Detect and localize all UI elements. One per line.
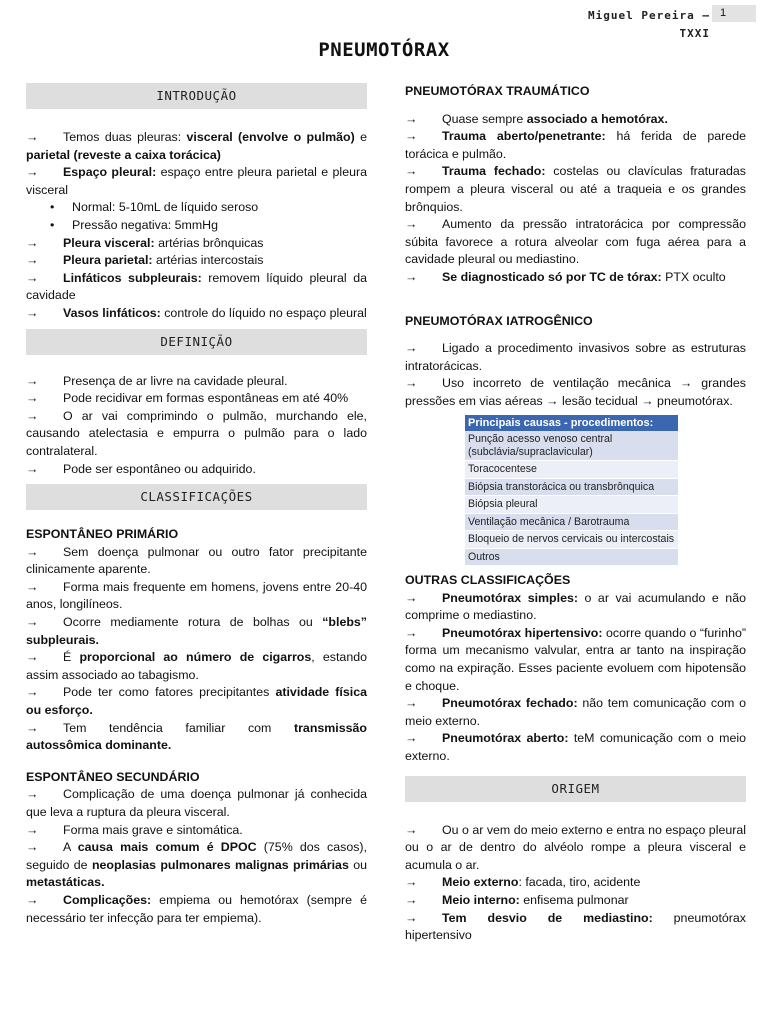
intro-item: → Vasos linfáticos: controle do líquido no espaço pleural bbox=[26, 305, 367, 320]
intro-item: → Espaço pleural: espaço entre pleura parietal e pleura visceral bbox=[26, 165, 367, 197]
trauma-item: → Aumento da pressão intratorácica por compressão súbita favorece a rotura alveolar com fuga aérea para a cavidade pleural ou mediastino. bbox=[405, 217, 746, 267]
iatro-item: → Uso incorreto de ventilação mecânica → grandes pressões em vias aéreas → lesão tecidual → pneumotórax. bbox=[405, 376, 746, 408]
intro-item: → Temos duas pleuras: visceral (envolve o pulmão) e parietal (reveste a caixa torácica) bbox=[26, 130, 367, 162]
subsection-title: OUTRAS CLASSIFICAÇÕES bbox=[405, 573, 571, 587]
definition-item: → Pode recidivar em formas espontâneas em até 40% bbox=[26, 391, 349, 406]
other-class-item: → Pneumotórax simples: o ar vai acumulando e não comprime o mediastino. bbox=[405, 590, 746, 623]
table-row bbox=[465, 431, 678, 461]
other-class-item: → Pneumotórax fechado: não tem comunicação com o meio externo. bbox=[405, 696, 746, 728]
secondary-item: → Forma mais grave e sintomática. bbox=[26, 822, 243, 837]
primary-item: → Pode ter como fatores precipitantes atividade física ou esforço. bbox=[26, 685, 367, 718]
trauma-item: → Trauma aberto/penetrante: há ferida de parede torácica e pulmão. bbox=[405, 129, 746, 161]
definition-item: → Pode ser espontâneo ou adquirido. bbox=[26, 461, 256, 476]
secondary-item: → Complicação de uma doença pulmonar já conhecida que leva a ruptura da pleura visceral. bbox=[26, 787, 367, 819]
table-cell: Outros bbox=[465, 548, 678, 566]
subsection-title: PNEUMOTÓRAX IATROGÊNICO bbox=[405, 313, 593, 328]
table-row bbox=[465, 496, 678, 514]
other-class-item: → Pneumotórax hipertensivo: ocorre quando o “furinho” forma um mecanismo valvular, entra ar tanto na inspiração como na expiração. Esses paciente evoluem com hipotensão e choque. bbox=[405, 625, 746, 693]
secondary-item: → A causa mais comum é DPOC (75% dos casos), seguido de neoplasias pulmonares malignas primárias ou metastáticas. bbox=[26, 840, 367, 890]
trauma-item: → Quase sempre associado a hemotórax. bbox=[405, 111, 668, 126]
definition-item: → Presença de ar livre na cavidade pleural. bbox=[26, 373, 288, 388]
primary-item: → É proporcional ao número de cigarros, estando assim associado ao tabagismo. bbox=[26, 650, 367, 682]
table-header: Principais causas - procedimentos: bbox=[465, 415, 678, 432]
intro-item: → Linfáticos subpleurais: removem líquido pleural da cavidade bbox=[26, 270, 367, 303]
section-heading-origem: ORIGEM bbox=[405, 776, 746, 802]
subsection-title: PNEUMOTÓRAX TRAUMÁTICO bbox=[405, 84, 590, 98]
trauma-item: → Se diagnosticado só por TC de tórax: PTX oculto bbox=[405, 269, 726, 284]
intro-item: → Pleura parietal: artérias intercostais bbox=[26, 253, 264, 268]
intro-item: → Pleura visceral: artérias brônquicas bbox=[26, 235, 264, 250]
primary-item: → Ocorre mediamente rotura de bolhas ou “blebs” subpleurais. bbox=[26, 615, 367, 647]
table-cell: Toracocentese bbox=[465, 461, 678, 479]
left-column bbox=[26, 83, 367, 927]
right-column bbox=[405, 83, 746, 945]
table-row bbox=[465, 531, 678, 549]
causes-table bbox=[465, 415, 678, 567]
iatro-item: → Ligado a procedimento invasivos sobre as estruturas intratorácicas. bbox=[405, 341, 746, 373]
section-heading-definicao: DEFINIÇÃO bbox=[26, 329, 367, 355]
primary-item: → Tem tendência familiar com transmissão autossômica dominante. bbox=[26, 720, 367, 753]
primary-item: → Forma mais frequente em homens, jovens entre 20-40 anos, longilíneos. bbox=[26, 579, 367, 612]
table-row bbox=[465, 548, 678, 566]
definition-item: → O ar vai comprimindo o pulmão, murchando ele, causando atelectasia e empurra o pulmão para o lado contralateral. bbox=[26, 408, 367, 458]
table-row bbox=[465, 513, 678, 531]
table-cell: Ventilação mecânica / Barotrauma bbox=[465, 513, 678, 531]
author-header: Miguel Pereira – TXXI bbox=[588, 9, 710, 40]
table-cell: Punção acesso venoso central (subclávia/supraclavicular) bbox=[465, 431, 678, 461]
origin-item: → Ou o ar vem do meio externo e entra no espaço pleural ou o ar de dentro do alvéolo rompe a pleura visceral e acumula o ar. bbox=[405, 822, 746, 872]
origin-item: → Meio externo: facada, tiro, acidente bbox=[405, 875, 641, 890]
primary-item: → Sem doença pulmonar ou outro fator precipitante clinicamente aparente. bbox=[26, 544, 367, 577]
table-cell: Bloqueio de nervos cervicais ou intercostais bbox=[465, 531, 678, 549]
table-row bbox=[465, 478, 678, 496]
section-heading-classificacoes: CLASSIFICAÇÕES bbox=[26, 484, 367, 510]
subsection-title: ESPONTÂNEO SECUNDÁRIO bbox=[26, 769, 200, 784]
table-cell: Biópsia pleural bbox=[465, 496, 678, 514]
bullet-item: • Normal: 5-10mL de líquido seroso bbox=[50, 200, 259, 215]
section-heading-introducao: INTRODUÇÃO bbox=[26, 83, 367, 109]
trauma-item: → Trauma fechado: costelas ou clavículas fraturadas rompem a pleura visceral ou até a traqueia e os grandes brônquios. bbox=[405, 164, 746, 214]
other-class-item: → Pneumotórax aberto: teM comunicação com o meio externo. bbox=[405, 731, 746, 763]
table-row bbox=[465, 461, 678, 479]
origin-item: → Meio interno: enfisema pulmonar bbox=[405, 892, 629, 907]
page-number: 1 bbox=[712, 5, 756, 22]
subsection-title: ESPONTÂNEO PRIMÁRIO bbox=[26, 527, 179, 542]
secondary-item: → Complicações: empiema ou hemotórax (sempre é necessário ter infecção para ter empiema). bbox=[26, 892, 367, 925]
bullet-item: • Pressão negativa: 5mmHg bbox=[50, 217, 219, 232]
table-cell: Biópsia transtorácica ou transbrônquica bbox=[465, 478, 678, 496]
page-title: PNEUMOTÓRAX bbox=[318, 39, 450, 61]
origin-item: → Tem desvio de mediastino: pneumotórax hipertensivo bbox=[405, 910, 746, 943]
